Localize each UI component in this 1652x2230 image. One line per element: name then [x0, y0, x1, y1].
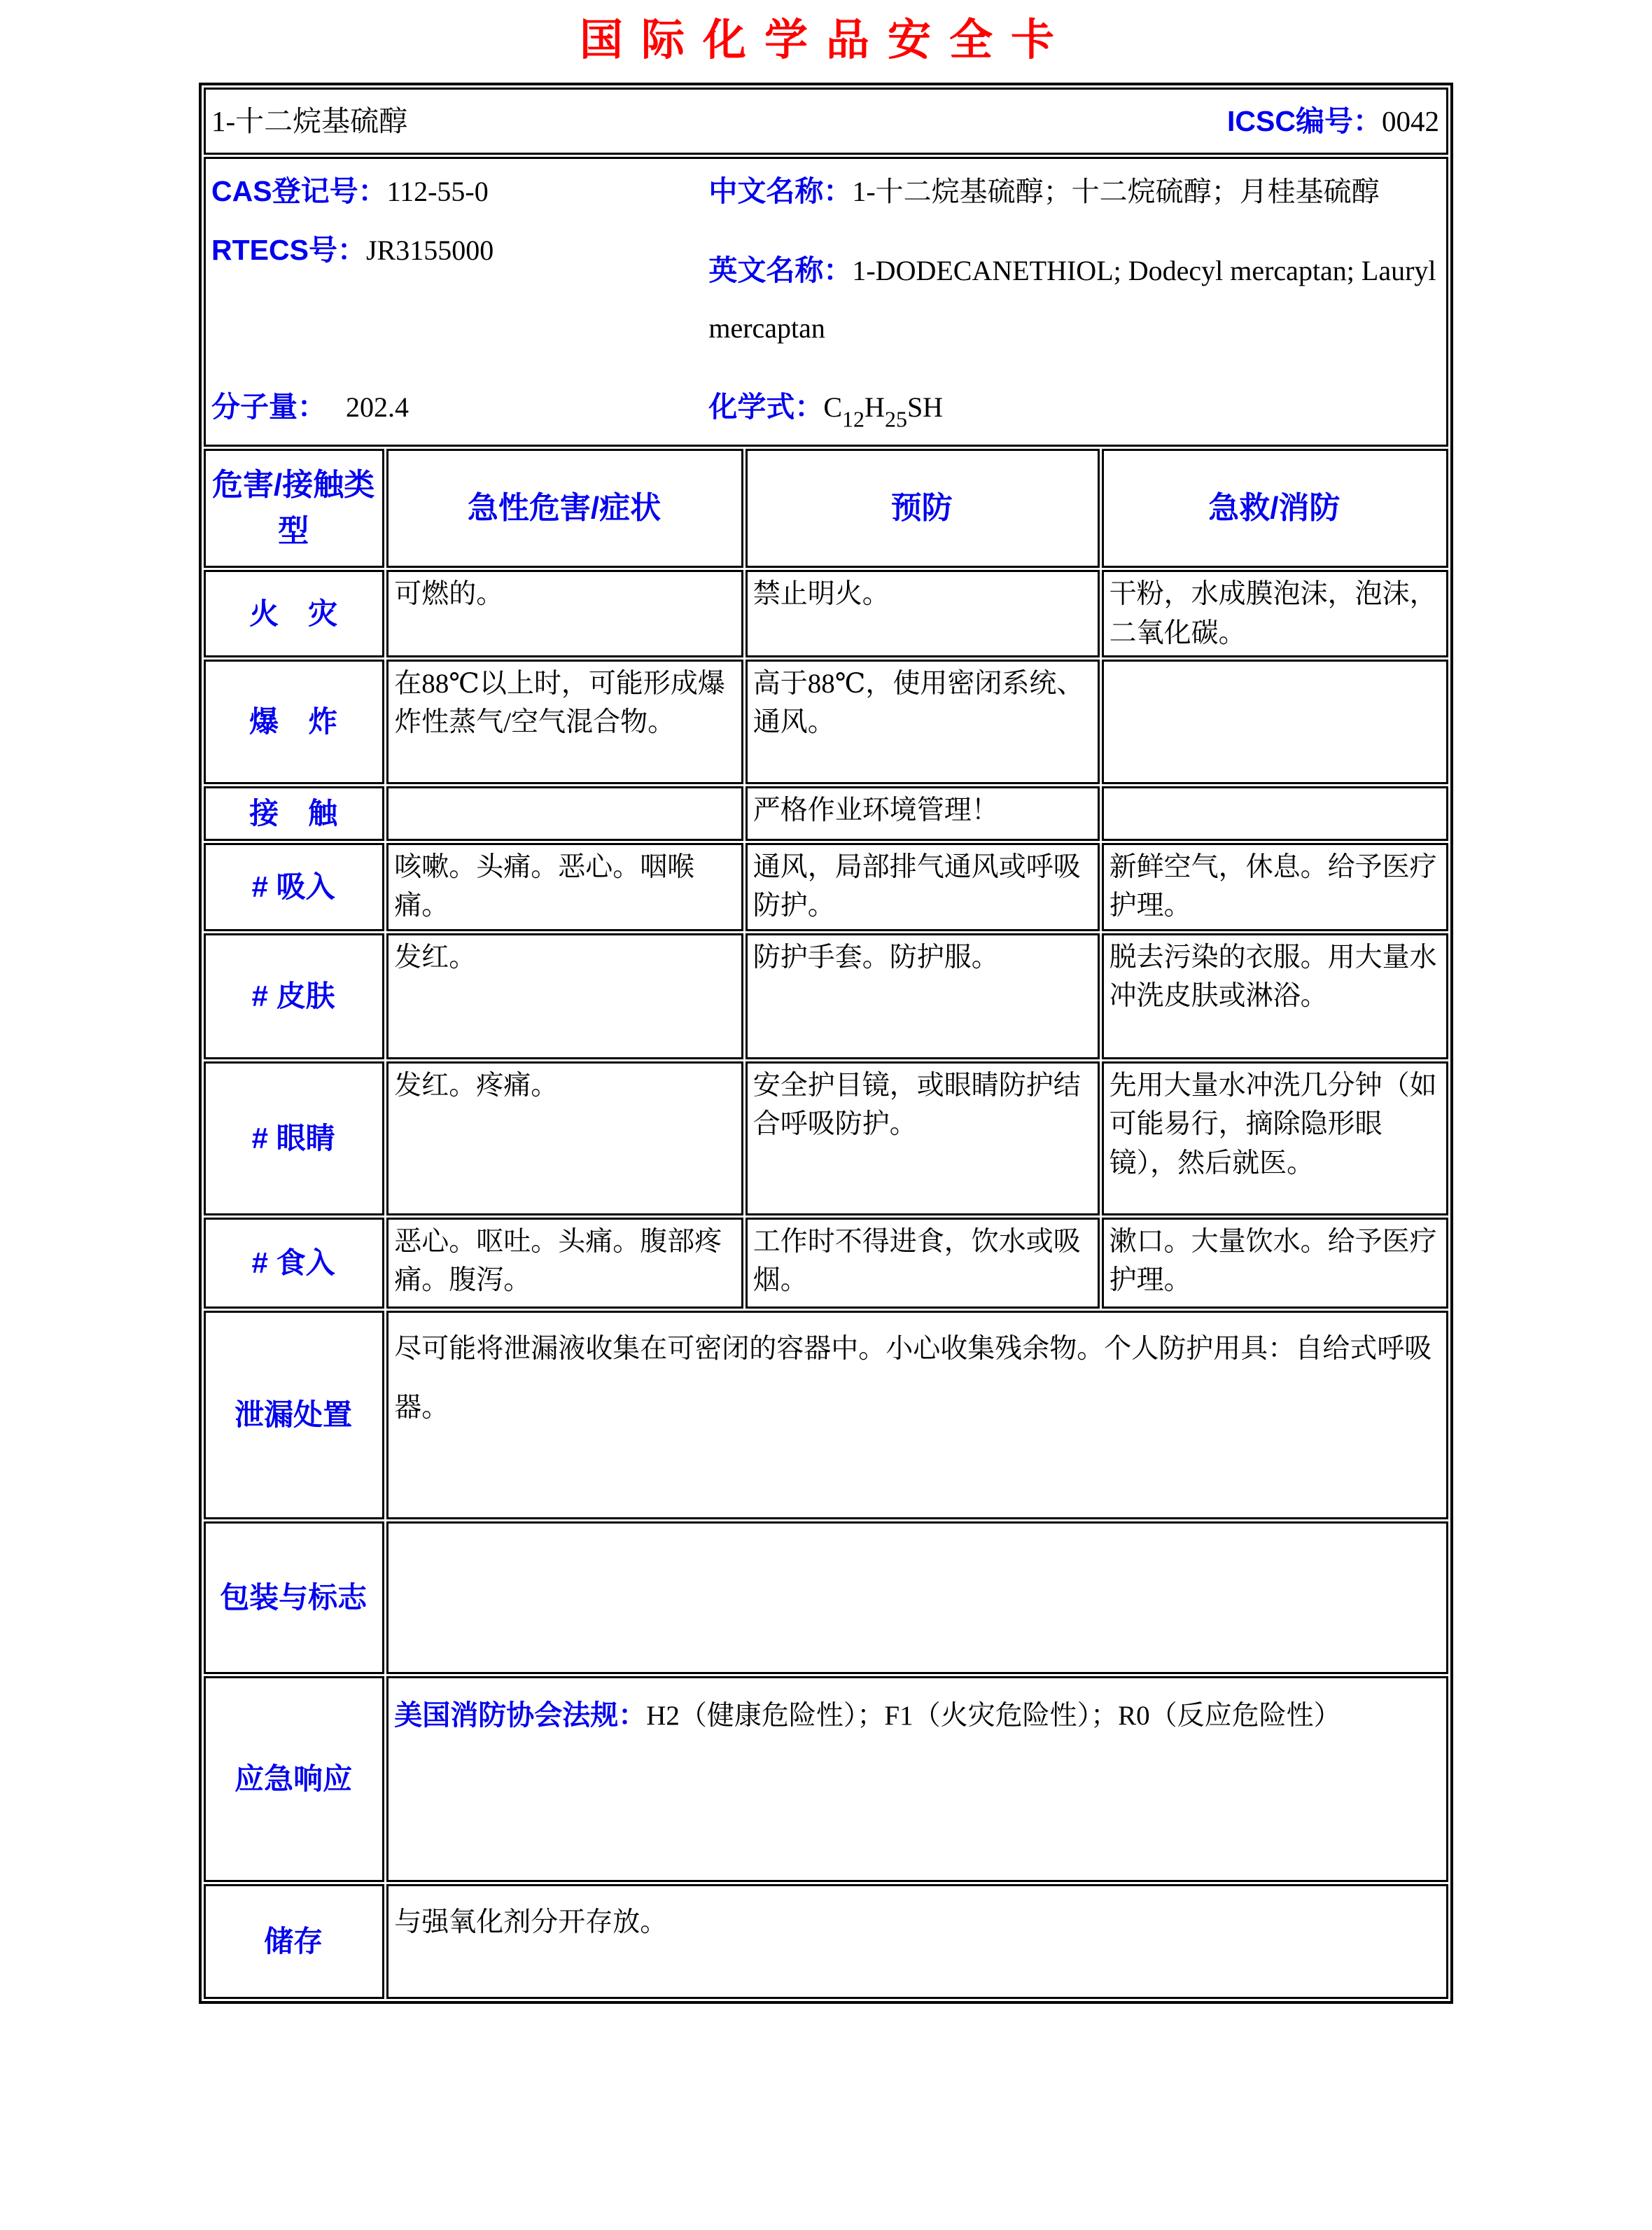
first-aid-cell: 新鲜空气，休息。给予医疗护理。 — [1102, 843, 1448, 931]
prevention-cell: 禁止明火。 — [746, 570, 1100, 657]
rtecs-line — [211, 221, 708, 279]
hazard-type: 爆 炸 — [204, 660, 384, 784]
hazard-type: # 食入 — [204, 1218, 384, 1309]
section-content — [386, 1676, 1448, 1882]
hazard-type: # 皮肤 — [204, 933, 384, 1059]
card-header-cell — [204, 88, 1448, 155]
cas-label: CAS登记号： — [211, 175, 387, 208]
hazard-row-eyes — [204, 1061, 1448, 1215]
hazard-row-fire — [204, 570, 1448, 657]
hazard-row-inhalation — [204, 843, 1448, 931]
hazard-type: 接 触 — [204, 786, 384, 841]
symptoms-cell: 恶心。呕吐。头痛。腹部疼痛。腹泻。 — [386, 1218, 743, 1309]
chemical-name: 1-十二烷基硫醇 — [211, 105, 408, 138]
section-title: 储存 — [204, 1884, 384, 1999]
identity-right-column — [708, 162, 1439, 436]
symptoms-cell: 咳嗽。头痛。恶心。咽喉痛。 — [386, 843, 743, 931]
hazard-row-explosion — [204, 660, 1448, 784]
formula-label: 化学式： — [708, 391, 824, 424]
symptoms-cell: 发红。 — [386, 933, 743, 1059]
hazard-row-ingestion — [204, 1218, 1448, 1309]
section-row-emergency-response — [204, 1676, 1448, 1882]
first-aid-cell — [1102, 660, 1448, 784]
chemical-formula: $C_{12}H_{25}SH$ — [823, 391, 944, 432]
symptoms-cell: 在88℃以上时，可能形成爆炸性蒸气/空气混合物。 — [386, 660, 743, 784]
symptoms-cell — [386, 786, 743, 841]
prevention-cell: 通风，局部排气通风或呼吸防护。 — [746, 843, 1100, 931]
hazard-row-exposure — [204, 786, 1448, 841]
first-aid-cell — [1102, 786, 1448, 841]
first-aid-cell: 漱口。大量饮水。给予医疗护理。 — [1102, 1218, 1448, 1309]
identity-cell — [204, 157, 1448, 447]
section-content — [386, 1521, 1448, 1674]
first-aid-cell: 先用大量水冲洗几分钟（如可能易行，摘除隐形眼镜），然后就医。 — [1102, 1061, 1448, 1215]
hazard-type: 火 灾 — [204, 570, 384, 657]
hazard-table-header-row — [204, 449, 1448, 568]
first-aid-cell: 脱去污染的衣服。用大量水冲洗皮肤或淋浴。 — [1102, 933, 1448, 1059]
hazard-type: # 眼睛 — [204, 1061, 384, 1215]
symptoms-cell: 发红。疼痛。 — [386, 1061, 743, 1215]
header-acute-symptoms: 急性危害/症状 — [386, 449, 743, 568]
rtecs-value: JR3155000 — [365, 235, 494, 267]
cas-line — [211, 162, 708, 221]
molecular-weight-label: 分子量： — [211, 391, 326, 424]
english-name-value: 1-DODECANETHIOL; Dodecyl mercaptan; Lauryl mercaptan — [708, 255, 1436, 344]
section-title: 泄漏处置 — [204, 1311, 384, 1519]
molecular-weight-line — [211, 377, 708, 436]
card-header-row — [204, 88, 1448, 155]
prevention-cell: 高于88℃，使用密闭系统、通风。 — [746, 660, 1100, 784]
icsc-number-label: ICSC编号： — [1227, 105, 1382, 137]
section-title: 应急响应 — [204, 1676, 384, 1882]
english-name-label: 英文名称： — [708, 254, 853, 287]
chinese-name-value: 1-十二烷基硫醇；十二烷硫醇；月桂基硫醇 — [852, 176, 1380, 208]
rtecs-label: RTECS号： — [211, 234, 366, 267]
chinese-name-line — [708, 162, 1439, 221]
icsc-number-group — [1227, 101, 1439, 141]
icsc-document — [0, 17, 1652, 2230]
english-name-line — [708, 241, 1439, 357]
prevention-cell: 工作时不得进食，饮水或吸烟。 — [746, 1218, 1100, 1309]
nfpa-code-value: H2（健康危险性）；F1（火灾危险性）；R0（反应危险性） — [646, 1700, 1341, 1731]
icsc-card-table — [199, 83, 1453, 2004]
cas-value: 112-55-0 — [386, 176, 489, 208]
symptoms-cell: 可燃的。 — [386, 570, 743, 657]
hazard-type: # 吸入 — [204, 843, 384, 931]
section-row-spill-disposal — [204, 1311, 1448, 1519]
prevention-cell: 安全护目镜，或眼睛防护结合呼吸防护。 — [746, 1061, 1100, 1215]
icsc-number: 0042 — [1382, 105, 1439, 137]
section-row-storage — [204, 1884, 1448, 1999]
hazard-row-skin — [204, 933, 1448, 1059]
molecular-weight-value: 202.4 — [346, 391, 409, 424]
prevention-cell: 严格作业环境管理！ — [746, 786, 1100, 841]
header-first-aid: 急救/消防 — [1102, 449, 1448, 568]
section-content: 尽可能将泄漏液收集在可密闭的容器中。小心收集残余物。个人防护用具：自给式呼吸器。 — [386, 1311, 1448, 1519]
identity-row — [204, 157, 1448, 447]
formula-line — [708, 377, 1439, 436]
page-title: 国际化学品安全卡 — [579, 16, 1072, 64]
chinese-name-label: 中文名称： — [708, 175, 853, 208]
header-prevention: 预防 — [746, 449, 1100, 568]
prevention-cell: 防护手套。防护服。 — [746, 933, 1100, 1059]
nfpa-code-label: 美国消防协会法规： — [394, 1699, 647, 1731]
section-title: 包装与标志 — [204, 1521, 384, 1674]
section-content: 与强氧化剂分开存放。 — [386, 1884, 1448, 1999]
first-aid-cell: 干粉，水成膜泡沫，泡沫，二氧化碳。 — [1102, 570, 1448, 657]
header-hazard-type: 危害/接触类型 — [204, 449, 384, 568]
section-row-packaging-labelling — [204, 1521, 1448, 1674]
identity-left-column — [211, 162, 708, 436]
